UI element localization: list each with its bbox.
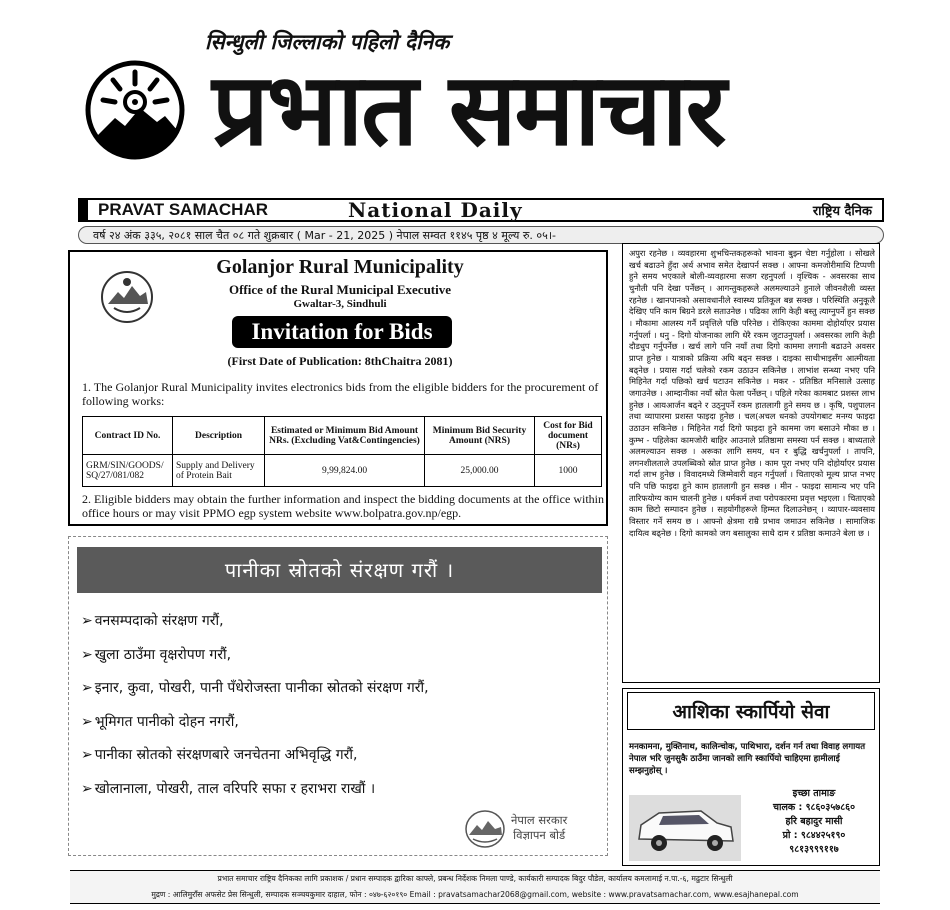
publication-date: (First Date of Publication: 8thChaitra 2081) xyxy=(227,354,453,368)
header-estimated-amount: Estimated or Minimum Bid Amount NRs. (Excluding Vat&Contingencies) xyxy=(265,417,425,455)
cell-estimated-amount: 9,99,824.00 xyxy=(265,455,425,487)
national-daily: National Daily xyxy=(348,198,523,222)
org-name: Golanjor Rural Municipality xyxy=(216,256,464,278)
rastriya-dainik: राष्ट्रिय दैनिक xyxy=(812,204,872,219)
water-conservation-ad xyxy=(68,536,608,856)
footer xyxy=(70,870,880,904)
gov-line-2: विज्ञापन बोर्ड xyxy=(513,828,566,842)
header-description: Description xyxy=(173,417,265,455)
ad-body: मनकामना, मुक्तिनाथ, कालिन्चोक, पाथिभारा, दर्शन गर्न तथा विवाह लगायत नेपाल भरि जुनसुकै ठाउँमा जानको लागि स्कार्पियो चाहिएमा हामीलाई सम्झनुहोस् । xyxy=(629,742,866,776)
driver-phone: चालक : ९८६०३५७८६० xyxy=(772,802,856,813)
bid-notice xyxy=(68,250,608,526)
government-credit xyxy=(511,813,567,843)
cell-contract-id: GRM/SIN/GOODS/ SQ/27/081/082 xyxy=(83,455,173,487)
org-address: Gwaltar-3, Sindhuli xyxy=(293,298,387,310)
list-item: ➢ वनसम्पदाको संरक्षण गरौं, xyxy=(81,605,429,639)
horoscope-column xyxy=(622,243,880,683)
header-bid-security: Minimum Bid Security Amount (NRS) xyxy=(425,417,535,455)
ad-contact xyxy=(751,787,877,857)
sun-logo-icon xyxy=(85,60,185,160)
list-item: ➢ पानीका स्रोतको संरक्षणबारे जनचेतना अभिवृद्धि गरौं, xyxy=(81,739,429,773)
cell-bid-security: 25,000.00 xyxy=(425,455,535,487)
issue-line: वर्ष २४ अंक ३३५, २०८१ साल चैत ०८ गते शुक्रबार ( Mar - 21, 2025 ) नेपाल सम्वत ११४५ पृष्ठ ४ मूल्य रु. ०५।- xyxy=(78,226,884,244)
paper-name: प्रभात समाचार xyxy=(212,51,725,168)
invitation-heading: Invitation for Bids xyxy=(232,316,452,348)
masthead-tagline: सिन्धुली जिल्लाको पहिलो दैनिक xyxy=(205,30,450,54)
owner-name: हरि बहादुर मासी xyxy=(785,816,843,827)
footer-line-2: मुद्रण : आलिमुराँस अफसेट प्रेस सिन्धुली, सम्पादक सञ्चयकुमार दाहाल, फोन : ०४७-६२०१९० Email : pravatsamachar2068@gmail.com, website : www.pravatsamachar.com, www.esajhanepal.com xyxy=(151,890,799,899)
horoscope-text: अपुरा रहनेछ । व्यवहारमा शुभचिन्तकहरूको भावना बुझ्न चेष्टा गर्नुहोला । सोखले खर्च बढाउने हुँदा अर्थ अभाव समेत देखापर्न सक्छ । आफ्ना कमजोरीमाथि टिप्पणी हुने समय भएकाले बोली-व्यवहारमा सजग रहनुपर्ला । वृश्चिक - अवसरका साथ चुनौती पनि देखा पर्नेछन् । आगन्तुकहरूले अलमल्याउने हुनाले जीवनशैली व्यस्त रहनेछ । खानपानको असावधानीले स्वास्थ्य प्रतिकूल बन्न सक्छ । परिस्थिति अनुकूलै देखिए पनि काम बिग्रने डरले सताउनेछ । पढिका लागि केही बस्तु त्याग्नुपर्ने हुन सक्छ । मौकामा आलस्य गर्नै प्रवृत्तिले पछि परिनेछ । रोकिएका काममा दोहोर्याएर प्रयास गर्नुपर्ला । धनु - दिगो योजनाका लागि धेरै रकम जुटाउनुपर्ला । अवसरका लागि केही दौडधुप गर्नुपर्नेछ । खर्च लागे पनि नयाँ तथा दिगो काममा लगानी बढाउने अवसर प्राप्त हुनेछ । यात्राको प्रक्रिया अघि बढ्न सक्छ । दाइका साथीभाइसँग आत्मीयता बढ्नेछ । प्रयास गर्दा चलेको रकम उठाउन सकिनेछ । लाभांश सन्ध्या नभए पनि मिहिनेत गर्दा पछिको खर्च घटाउन सकिनेछ । मकर - प्रतिष्ठित मनिसाले उत्साह जगाउनेछ । आम्दानीका नयाँ स्रोत फेला पर्नेछन् । पहिले गरेका कामबाट प्रशस्त लाभ हुनेछ । आयआर्जन बढ्ने र उठ्नुपर्ने रकम हातलागी हुने समय छ । कृषि, पशुपालन तथा व्यापारमा प्रशस्त फाइदा हुनेछ । चल(अचल धनको उपयोगबाट मनग्य फाइदा उठाउन सकिनेछ । मिहिनेत गर्दा दिगो फाइदा हुने काममा जग बसाउने मौका छ । कुम्भ - पहिलेका कामजोरी बाहिर आउनाले प्रतिष्ठामा समस्या पर्न सक्छ । बाध्यताले अलमल्याउन सक्छ । अरूका लागि समय, धन र बुद्धि खर्चनुपर्ला । तापनि, लगनशीलताले उपलब्धिको स्रोत प्राप्त हुनेछ । काम पूरा नभए पनि दोहोर्याएर प्रयास गर्दा लाभ हुनेछ । विवादमध्ये जिम्मेवारी वहन गर्नुपर्ला । चिताएको मूल्य प्राप्त नभए पनि पछि फाइदा हुने काम हातलागी हुन सक्छ । मीन - फाइदा सामान्य भए पनि तारिफयोग्य काम चालनी हुनेछ । धर्मकर्म तथा परोपकारमा प्रवृत्त भइएला । चिताएको काम छिटो सम्पादन हुनेछ । सहयोगीहरूले हिम्मत दिलाउनेछन् । व्यापार-व्यवसाय विस्तार गर्ने समय छ । आफ्नो क्षेत्रमा राम्रै प्रभाव जमाउन सकिनेछ । सामाजिक दायित्व बढ्नेछ । दिगो कामको जग बसालुका साथै दाम र प्रतिष्ठा कमाउने बेला छ । xyxy=(629,248,875,538)
owner-phone: प्रो : ९८४४२५१९० xyxy=(782,830,846,841)
header-doc-cost: Cost for Bid document (NRs) xyxy=(535,417,602,455)
list-item: ➢ भूमिगत पानीको दोहन नगरौं, xyxy=(81,706,429,740)
list-item: ➢ खुला ठाउँमा वृक्षरोपण गरौं, xyxy=(81,639,429,673)
notice-paragraph-1: 1. The Golanjor Rural Municipality invites electronics bids from the eligible bidders for the procurement of following works: xyxy=(82,380,599,408)
owner-phone-2: ९८१३९९९११७ xyxy=(789,844,839,855)
english-name: PRAVAT SAMACHAR xyxy=(98,200,268,219)
bids-table xyxy=(82,416,602,487)
list-item: ➢ खोलानाला, पोखरी, ताल वरिपरि सफा र हराभरा राखौं । xyxy=(81,773,429,807)
gov-line-1: नेपाल सरकार xyxy=(511,813,568,827)
scorpio-service-ad xyxy=(622,688,880,866)
header-contract-id: Contract ID No. xyxy=(83,417,173,455)
government-emblem-icon xyxy=(464,809,506,849)
notice-paragraph-2: 2. Eligible bidders may obtain the further information and inspect the bidding documents at the office within office hours or may visit PPMO egp system website www.bolpatra.gov.np/egp. xyxy=(82,492,604,520)
water-ad-heading: पानीका स्रोतको संरक्षण गरौं । xyxy=(77,547,602,593)
table-row xyxy=(83,455,602,487)
title-bar xyxy=(78,198,884,222)
cell-description: Supply and Delivery of Protein Bait xyxy=(173,455,265,487)
cell-doc-cost: 1000 xyxy=(535,455,602,487)
ad-title: आशिका स्कार्पियो सेवा xyxy=(627,692,875,730)
contact-label: इच्छा तामाङ xyxy=(792,788,836,799)
suv-car-icon xyxy=(629,795,741,861)
org-office: Office of the Rural Municipal Executive xyxy=(228,282,452,297)
table-header-row xyxy=(83,417,602,455)
water-ad-list xyxy=(81,605,429,806)
masthead xyxy=(0,0,950,195)
list-item: ➢ इनार, कुवा, पोखरी, पानी पँधेरोजस्ता पानीका स्रोतको संरक्षण गरौं, xyxy=(81,672,429,706)
footer-line-1: प्रभात समाचार राष्ट्रिय दैनिकका लागि प्रकाशक / प्रधान सम्पादक द्वारिका काफ्ले, प्रबन्ध निर्देशक निमला पाण्डे, कार्यकारी सम्पादक बिदुर पौडेल, कार्यालय कमलामाई न.पा.-६, मढुटार सिन्धुली xyxy=(217,874,733,883)
